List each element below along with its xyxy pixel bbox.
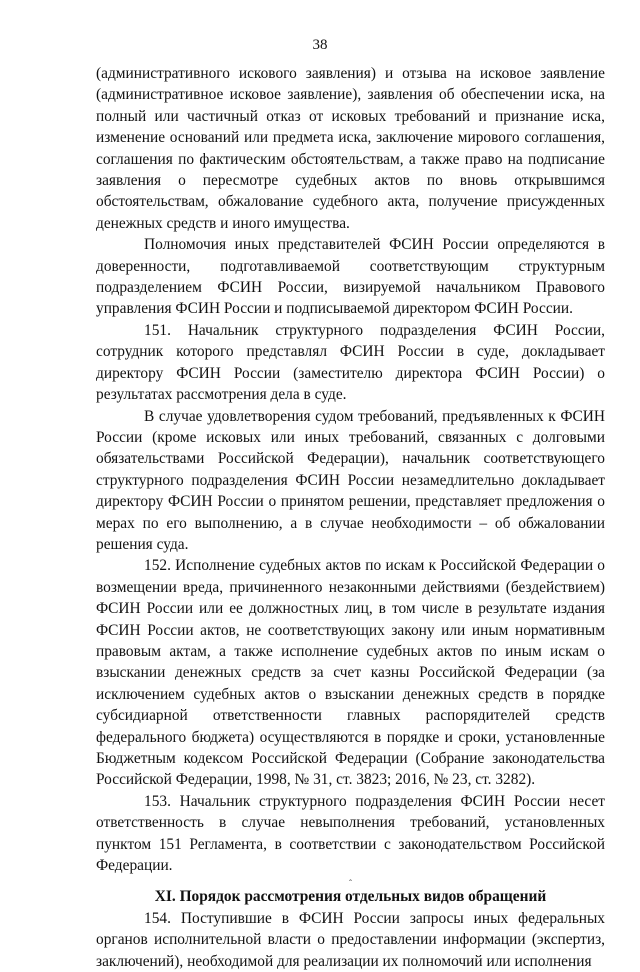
scan-mark: ˆ [349,878,352,889]
paragraph-151-court-decision: В случае удовлетворения судом требований, предъявленных к ФСИН России (кроме исковых или иных требований, связанных с долговыми обязательствами Российской Федерации), начальник соответствующего структурного подразделения ФСИН России незамедлительно докладывает директору ФСИН России о принятом решении, представляет предложения о мерах по его выполнению, а в случае необходимости – об обжаловании решения суда. [96,407,605,553]
paragraph-153: 153. Начальник структурного подразделения ФСИН России несет ответственность в случае невыполнения требований, установленных пунктом 151 Регламента, в соответствии с законодательством Российской Федерации. [96,792,605,875]
page-number: 38 [312,37,328,53]
paragraph-representatives: Полномочия иных представителей ФСИН России определяются в доверенности, подготавливаемой соответствующим структурным подразделением ФСИН России, визируемой начальником Правового управления ФСИН России и подписываемой директором ФСИН России. [96,236,605,318]
document-body [96,63,605,972]
paragraph-152: 152. Исполнение судебных актов по искам к Российской Федерации о возмещении вреда, причиненного незаконными действиями (бездействием) ФСИН России или ее должностных лиц, в том числе в результате издания ФСИН России актов, не соответствующих закону или иным нормативным правовым актам, а также исполнение судебных актов по иным искам о взыскании денежных средств за счет казны Российской Федерации (за исключением судебных актов о взыскании денежных средств в порядке субсидиарной ответственности главных распорядителей средств федерального бюджета) осуществляются в порядке и сроки, установленные Бюджетным кодексом Российской Федерации (Собрание законодательства Российской Федерации, 1998, № 31, ст. 3823; 2016, № 23, ст. 3282). [96,557,605,789]
section-heading-xi: XI. Порядок рассмотрения отдельных видов обращений [154,888,547,906]
paragraph-154: 154. Поступившие в ФСИН России запросы иных федеральных органов исполнительной власти о предоставлении информации (экспертиз, заключений), необходимой для реализации их полномочий или исполнения [96,909,605,970]
paragraph-continuation: (административного искового заявления) и отзыва на исковое заявление (административное исковое заявление), заявления об обеспечении иска, на полный или частичный отказ от исковых требований и признание иска, изменение оснований или предмета иска, заключение мирового соглашения, соглашения по фактическим обстоятельствам, а также право на подписание заявления о пересмотре судебных актов по вновь открывшимся обстоятельствам, обжалование судебного акта, получение присужденных денежных средств и иного имущества. [96,65,605,232]
paragraph-151: 151. Начальник структурного подразделения ФСИН России, сотрудник которого представлял ФСИН России в суде, докладывает директору ФСИН России (заместителю директора ФСИН России) о результатах рассмотрения дела в суде. [96,321,605,404]
